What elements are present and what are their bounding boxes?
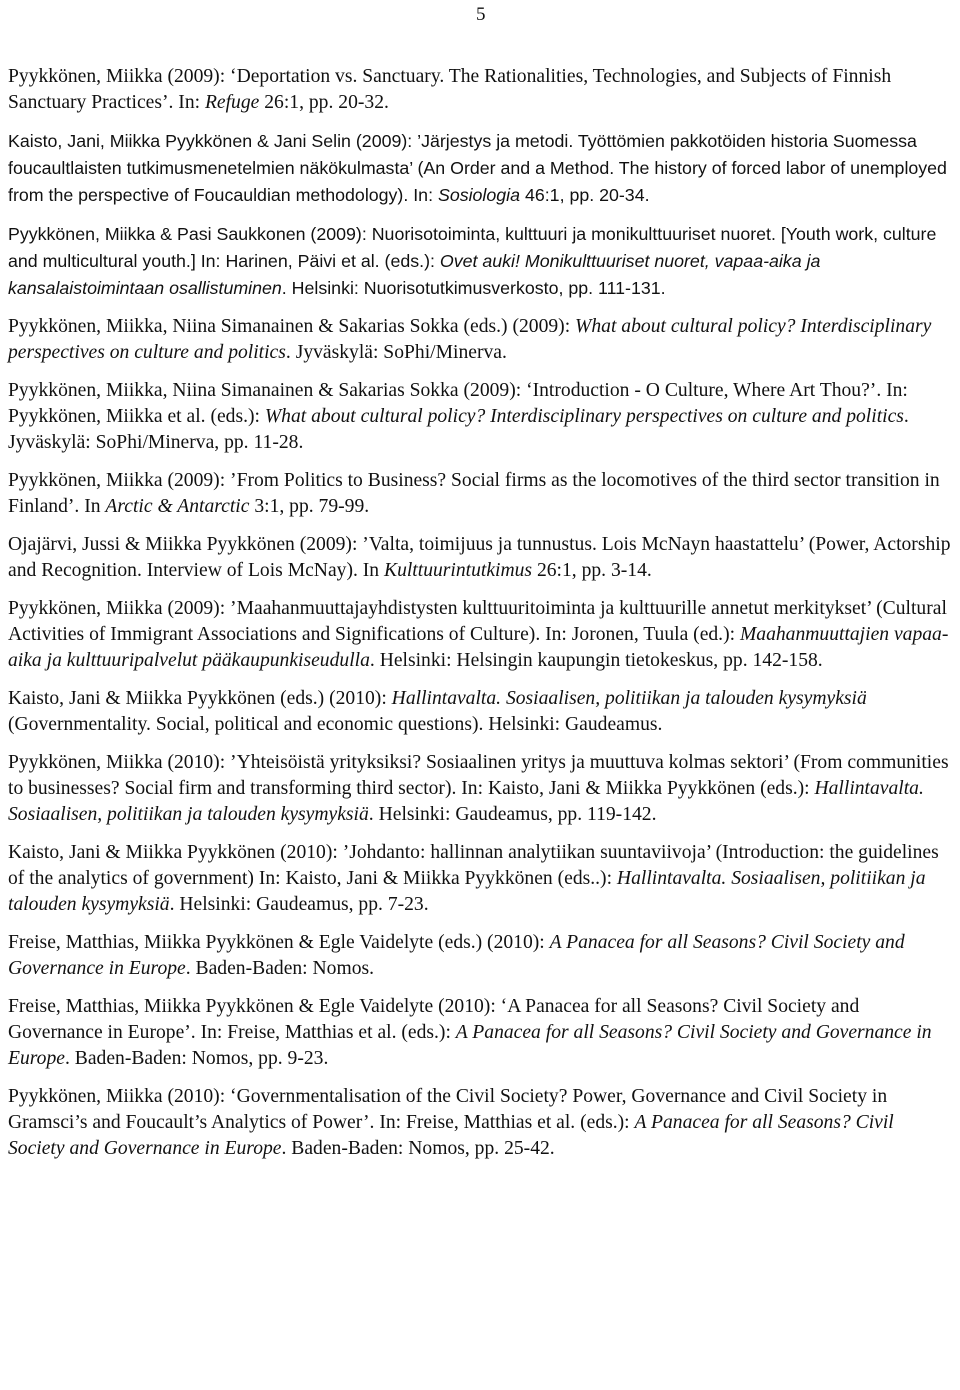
reference-text: . Baden-Baden: Nomos, pp. 9-23.	[64, 1048, 329, 1069]
reference-entry	[8, 596, 954, 674]
reference-text: 46:1, pp. 20-34.	[520, 185, 650, 205]
page-number: 5	[476, 4, 486, 25]
reference-entry	[8, 532, 954, 584]
reference-title: A Panacea for all Seasons? Civil Society and Governance in Europe	[8, 1022, 932, 1069]
reference-title: Hallintavalta. Sosiaalisen, politiikan ja talouden kysymyksiä	[391, 688, 867, 709]
reference-entry	[8, 378, 954, 456]
reference-text: Pyykkönen, Miikka, Niina Simanainen & Sakarias Sokka (eds.) (2009):	[8, 316, 576, 337]
reference-text: Kaisto, Jani & Miikka Pyykkönen (eds.) (2010):	[8, 688, 392, 709]
reference-title: Refuge	[204, 92, 260, 113]
reference-entry	[8, 1084, 954, 1162]
reference-title: Sosiologia	[437, 185, 521, 205]
reference-entry	[8, 221, 954, 302]
reference-text: Pyykkönen, Miikka (2010): ‘Governmentalisation of the Civil Society? Power, Governance and Civil Society in Gramsci’s and Foucault’s Analytics of Power’. In: Freise, Matthias et al. (eds.):	[8, 1086, 888, 1133]
reference-text: . Helsinki: Gaudeamus, pp. 119-142.	[368, 804, 657, 825]
reference-text: Pyykkönen, Miikka (2009): ‘Deportation vs. Sanctuary. The Rationalities, Technologies, and Subjects of Finnish Sanctuary Practices’. In:	[8, 66, 892, 113]
reference-text: Freise, Matthias, Miikka Pyykkönen & Egle Vaidelyte (eds.) (2010):	[8, 932, 550, 953]
reference-text: . Helsinki: Nuorisotutkimusverkosto, pp. 111-131.	[281, 278, 666, 298]
reference-title: Hallintavalta. Sosiaalisen, politiikan ja talouden kysymyksiä	[8, 868, 926, 915]
reference-text: (Governmentality. Social, political and economic questions). Helsinki: Gaudeamus.	[8, 714, 663, 735]
reference-text: Kaisto, Jani, Miikka Pyykkönen & Jani Selin (2009): ’Järjestys ja metodi. Työttömien pakkotöiden historia Suomessa foucaultlaisten tutkimusmenetelmien näkökulmasta’ (An Order and a Method. The history of forced labor of unemployed from the perspective of Foucauldian methodology). In:	[8, 131, 947, 205]
reference-title: What about cultural policy? Interdisciplinary perspectives on culture and politics	[264, 406, 904, 427]
reference-entry	[8, 64, 954, 116]
reference-title: A Panacea for all Seasons? Civil Society and Governance in Europe	[8, 932, 905, 979]
reference-entry	[8, 468, 954, 520]
reference-text: . Jyväskylä: SoPhi/Minerva, pp. 11-28.	[8, 406, 909, 453]
reference-text: Pyykkönen, Miikka, Niina Simanainen & Sakarias Sokka (2009): ‘Introduction - O Culture, Where Art Thou?’. In: Pyykkönen, Miikka et al. (eds.):	[8, 380, 908, 427]
reference-text: Kaisto, Jani & Miikka Pyykkönen (2010): ’Johdanto: hallinnan analytiikan suuntaviivoja’ (Introduction: the guidelines of the analytics of government) In: Kaisto, Jani & Miikka Pyykkönen (eds..):	[8, 842, 939, 889]
reference-text: Freise, Matthias, Miikka Pyykkönen & Egle Vaidelyte (2010): ‘A Panacea for all Seasons? Civil Society and Governance in Europe’. In: Freise, Matthias et al. (eds.):	[8, 996, 860, 1043]
reference-title: Ovet auki! Monikulttuuriset nuoret, vapaa-aika ja kansalaistoimintaan osallistuminen	[8, 251, 821, 298]
reference-text: . Baden-Baden: Nomos.	[185, 958, 375, 979]
reference-title: Maahanmuuttajien vapaa-aika ja kulttuuripalvelut pääkaupunkiseudulla	[8, 624, 949, 671]
reference-text: 26:1, pp. 3-14.	[532, 560, 652, 581]
reference-entry	[8, 930, 954, 982]
reference-text: 3:1, pp. 79-99.	[249, 496, 370, 517]
reference-text: Pyykkönen, Miikka (2010): ’Yhteisöistä yrityksiksi? Sosiaalinen yritys ja muuttuva kolmas sektori’ (From communities to businesses? Social firm and transforming third sector). In: Kaisto, Jani & Miikka Pyykkönen (eds.):	[8, 752, 949, 799]
reference-entry	[8, 840, 954, 918]
reference-entry	[8, 994, 954, 1072]
reference-text: . Baden-Baden: Nomos, pp. 25-42.	[281, 1138, 555, 1159]
reference-text: . Helsinki: Helsingin kaupungin tietokeskus, pp. 142-158.	[369, 650, 823, 671]
reference-title: Kulttuurintutkimus	[384, 560, 533, 581]
reference-entry	[8, 750, 954, 828]
reference-text: . Jyväskylä: SoPhi/Minerva.	[285, 342, 507, 363]
reference-text: Pyykkönen, Miikka & Pasi Saukkonen (2009): Nuorisotoiminta, kulttuuri ja monikulttuuriset nuoret. [Youth work, culture and multicultural youth.] In: Harinen, Päivi et al. (eds.):	[8, 224, 937, 271]
reference-text: Pyykkönen, Miikka (2009): ’From Politics to Business? Social firms as the locomotives of the third sector transition in Finland’. In	[8, 470, 940, 517]
reference-text: Ojajärvi, Jussi & Miikka Pyykkönen (2009): ’Valta, toimijuus ja tunnustus. Lois McNayn haastattelu’ (Power, Actorship and Recognition. Interview of Lois McNay). In	[8, 534, 951, 581]
reference-list	[8, 64, 954, 1174]
reference-text: Pyykkönen, Miikka (2009): ’Maahanmuuttajayhdistysten kulttuuritoiminta ja kulttuurille annetut merkitykset’ (Cultural Activities of Immigrant Associations and Significations of Culture). In: Joronen, Tuula (ed.):	[8, 598, 947, 645]
reference-title: What about cultural policy? Interdisciplinary perspectives on culture and politics	[8, 316, 932, 363]
reference-entry	[8, 686, 954, 738]
reference-entry	[8, 128, 954, 209]
reference-title: Hallintavalta. Sosiaalisen, politiikan ja talouden kysymyksiä	[8, 778, 924, 825]
reference-title: Arctic & Antarctic	[105, 496, 250, 517]
reference-text: . Helsinki: Gaudeamus, pp. 7-23.	[169, 894, 429, 915]
reference-entry	[8, 314, 954, 366]
reference-title: A Panacea for all Seasons? Civil Society and Governance in Europe	[8, 1112, 894, 1159]
reference-text: 26:1, pp. 20-32.	[259, 92, 389, 113]
